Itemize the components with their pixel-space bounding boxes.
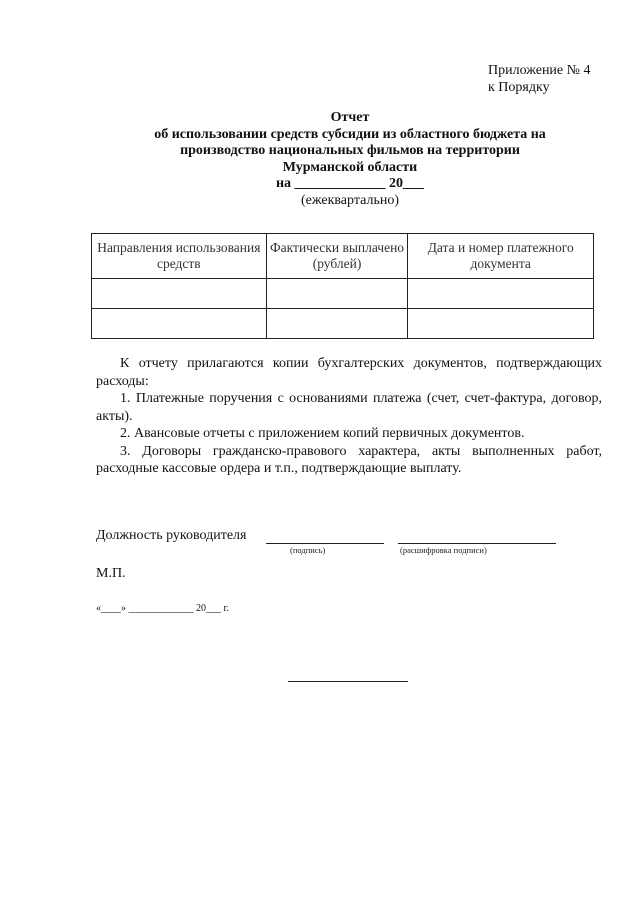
appendix-line-2: к Порядку	[488, 80, 550, 95]
attachment-item-1: 1. Платежные поручения с основаниями платежа (счет, счет-фактура, договор, акты).	[96, 391, 602, 424]
table-cell	[266, 309, 408, 339]
date-line: «____» _____________ 20___ г.	[96, 603, 229, 614]
signature-line	[266, 530, 384, 544]
column-header-directions: Направления использования средств	[92, 234, 267, 279]
table-header-row	[92, 234, 594, 279]
table-cell	[92, 279, 267, 309]
closing-divider	[288, 680, 408, 682]
title-line-1: Отчет	[330, 110, 370, 125]
column-header-paid: Фактически выплачено (рублей)	[266, 234, 408, 279]
table-cell	[92, 309, 267, 339]
signature-decode-caption: (расшифровка подписи)	[400, 545, 487, 555]
appendix-note	[488, 62, 591, 96]
title-line-3: производство национальных фильмов на территории	[180, 143, 520, 158]
stamp-place: М.П.	[96, 566, 126, 581]
table-cell	[408, 309, 594, 339]
attachments-text	[96, 355, 602, 478]
title-line-4: Мурманской области	[282, 159, 418, 175]
report-title	[92, 110, 608, 209]
appendix-line-1: Приложение № 4	[488, 63, 591, 78]
column-header-payment-doc: Дата и номер платежного документа	[408, 234, 594, 279]
table-cell	[266, 279, 408, 309]
signature-caption: (подпись)	[290, 545, 326, 555]
report-table	[91, 233, 594, 339]
attachments-intro: К отчету прилагаются копии бухгалтерских документов, подтверждающих расходы:	[96, 356, 602, 389]
table-row	[92, 279, 594, 309]
position-label: Должность руководителя	[96, 528, 247, 543]
signature-decode-line	[398, 530, 556, 544]
title-line-2: об использовании средств субсидии из областного бюджета на	[154, 126, 546, 142]
title-frequency: (ежеквартально)	[301, 192, 399, 208]
attachment-item-2: 2. Авансовые отчеты с приложением копий первичных документов.	[120, 426, 525, 441]
table-cell	[408, 279, 594, 309]
attachment-item-3: 3. Договоры гражданско-правового характера, акты выполненных работ, расходные кассовые ордера и т.п., подтверждающие выплату.	[96, 443, 602, 476]
title-period-line: на _____________ 20___	[275, 176, 425, 191]
table-row	[92, 309, 594, 339]
